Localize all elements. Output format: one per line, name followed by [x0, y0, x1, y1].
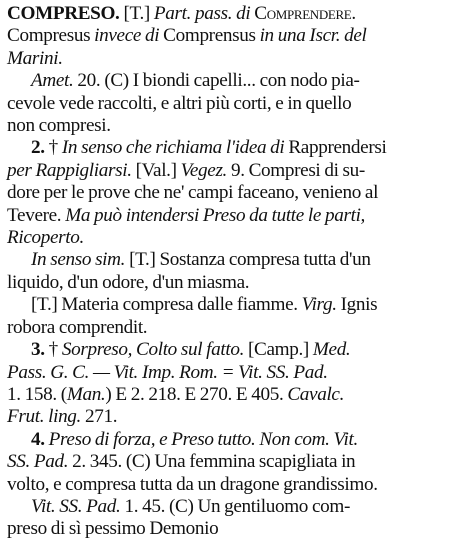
entry-line	[7, 317, 466, 339]
text-segment: 1. 45. (C) Un gentiluomo com-	[120, 495, 351, 517]
text-segment: 4.	[31, 428, 45, 450]
text-segment: Cavalc.	[287, 383, 345, 405]
entry-line	[7, 182, 466, 204]
text-segment: Part. pass. di	[153, 3, 255, 24]
text-segment: 1. 158. (	[7, 383, 67, 405]
text-segment: Frut. ling.	[7, 406, 82, 428]
text-segment: 2. 345. (C) Una femmina scapigliata in	[68, 451, 356, 473]
text-segment: liquido, d'un odore, d'un miasma.	[7, 271, 250, 293]
entry-line	[7, 25, 466, 47]
text-segment: Man.	[66, 383, 106, 405]
text-segment: dore per le prove che ne' campi faceano, venieno al	[7, 182, 379, 204]
text-segment: [T.] Sostanza compresa tutta d'un	[125, 249, 371, 271]
text-segment: preso di sì pessimo Demonio	[7, 518, 219, 540]
text-segment: Med.	[312, 339, 351, 361]
text-segment: Tevere.	[7, 204, 66, 226]
text-segment: †	[44, 137, 62, 159]
text-segment: Comprensus	[163, 25, 260, 47]
entry-line	[7, 137, 466, 159]
text-segment: Virg.	[301, 294, 337, 316]
entry-line	[7, 518, 466, 540]
text-segment: 271.	[81, 406, 118, 428]
entry-line	[7, 362, 466, 384]
text-segment: invece di	[94, 25, 164, 47]
text-segment: in una Iscr. del	[259, 25, 367, 47]
text-segment: 20. (C) I biondi capelli... con nodo pia-	[73, 70, 360, 92]
text-segment: [Val.]	[131, 159, 181, 181]
entry-line	[7, 294, 466, 316]
entry-line	[7, 160, 466, 182]
entry-line	[7, 249, 466, 271]
text-segment: non compresi.	[7, 115, 111, 137]
headword: COMPRESO.	[7, 3, 120, 24]
text-segment: 3.	[31, 339, 45, 361]
text-segment: robora comprendit.	[7, 316, 148, 338]
text-segment: Ignis	[336, 294, 378, 316]
entry-line	[7, 451, 466, 473]
text-segment: [Camp.]	[244, 339, 313, 361]
entry-line	[7, 227, 466, 249]
entry-line	[7, 115, 466, 137]
entry-line	[7, 205, 466, 227]
text-segment: Amet.	[31, 70, 74, 92]
entry-line	[7, 339, 466, 361]
entry-line	[7, 48, 466, 70]
text-segment: cevole vede raccolti, e altri più corti, e in quello	[7, 92, 352, 114]
entry-line	[7, 272, 466, 294]
text-segment: Ricoperto.	[7, 227, 84, 249]
text-segment: Ma può intendersi Preso da tutte le parti,	[65, 204, 365, 226]
text-segment: †	[44, 339, 62, 361]
text-segment: [T.] Materia compresa dalle fiamme.	[31, 294, 302, 316]
entry-line	[7, 429, 466, 451]
text-segment: 2.	[31, 137, 45, 159]
text-segment: In senso che richiama l'idea di	[61, 137, 289, 159]
entry-line	[7, 3, 466, 25]
text-segment: Preso di forza, e Preso tutto. Non com. Vit.	[48, 428, 358, 450]
text-segment: SS. Pad.	[7, 451, 69, 473]
text-segment: Vegez.	[180, 159, 228, 181]
entry-line	[7, 474, 466, 496]
entry-line	[7, 406, 466, 428]
entry-line	[7, 93, 466, 115]
text-segment: ) E 2. 218. E 270. E 405.	[105, 383, 288, 405]
text-segment: [T.]	[119, 3, 154, 24]
entry-line	[7, 70, 466, 92]
text-segment: 9. Compresi di su-	[227, 159, 365, 181]
text-segment: per Rappigliarsi.	[7, 159, 132, 181]
text-segment: Comprendere	[254, 3, 352, 24]
entry-line	[7, 384, 466, 406]
text-segment: Marini.	[7, 47, 63, 69]
entry-line	[7, 496, 466, 518]
text-segment: Compresus	[7, 25, 95, 47]
text-segment: Rapprendersi	[288, 137, 387, 159]
text-segment: Pass. G. C. — Vit. Imp. Rom. = Vit. SS. Pad.	[7, 361, 328, 383]
text-segment: volto, e compresa tutta da un dragone grandissimo.	[7, 473, 378, 495]
text-segment: Sorpreso, Colto sul fatto.	[61, 339, 245, 361]
text-segment: .	[351, 3, 356, 24]
text-segment: Vit. SS. Pad.	[31, 495, 121, 517]
text-segment: In senso sim.	[31, 249, 126, 271]
